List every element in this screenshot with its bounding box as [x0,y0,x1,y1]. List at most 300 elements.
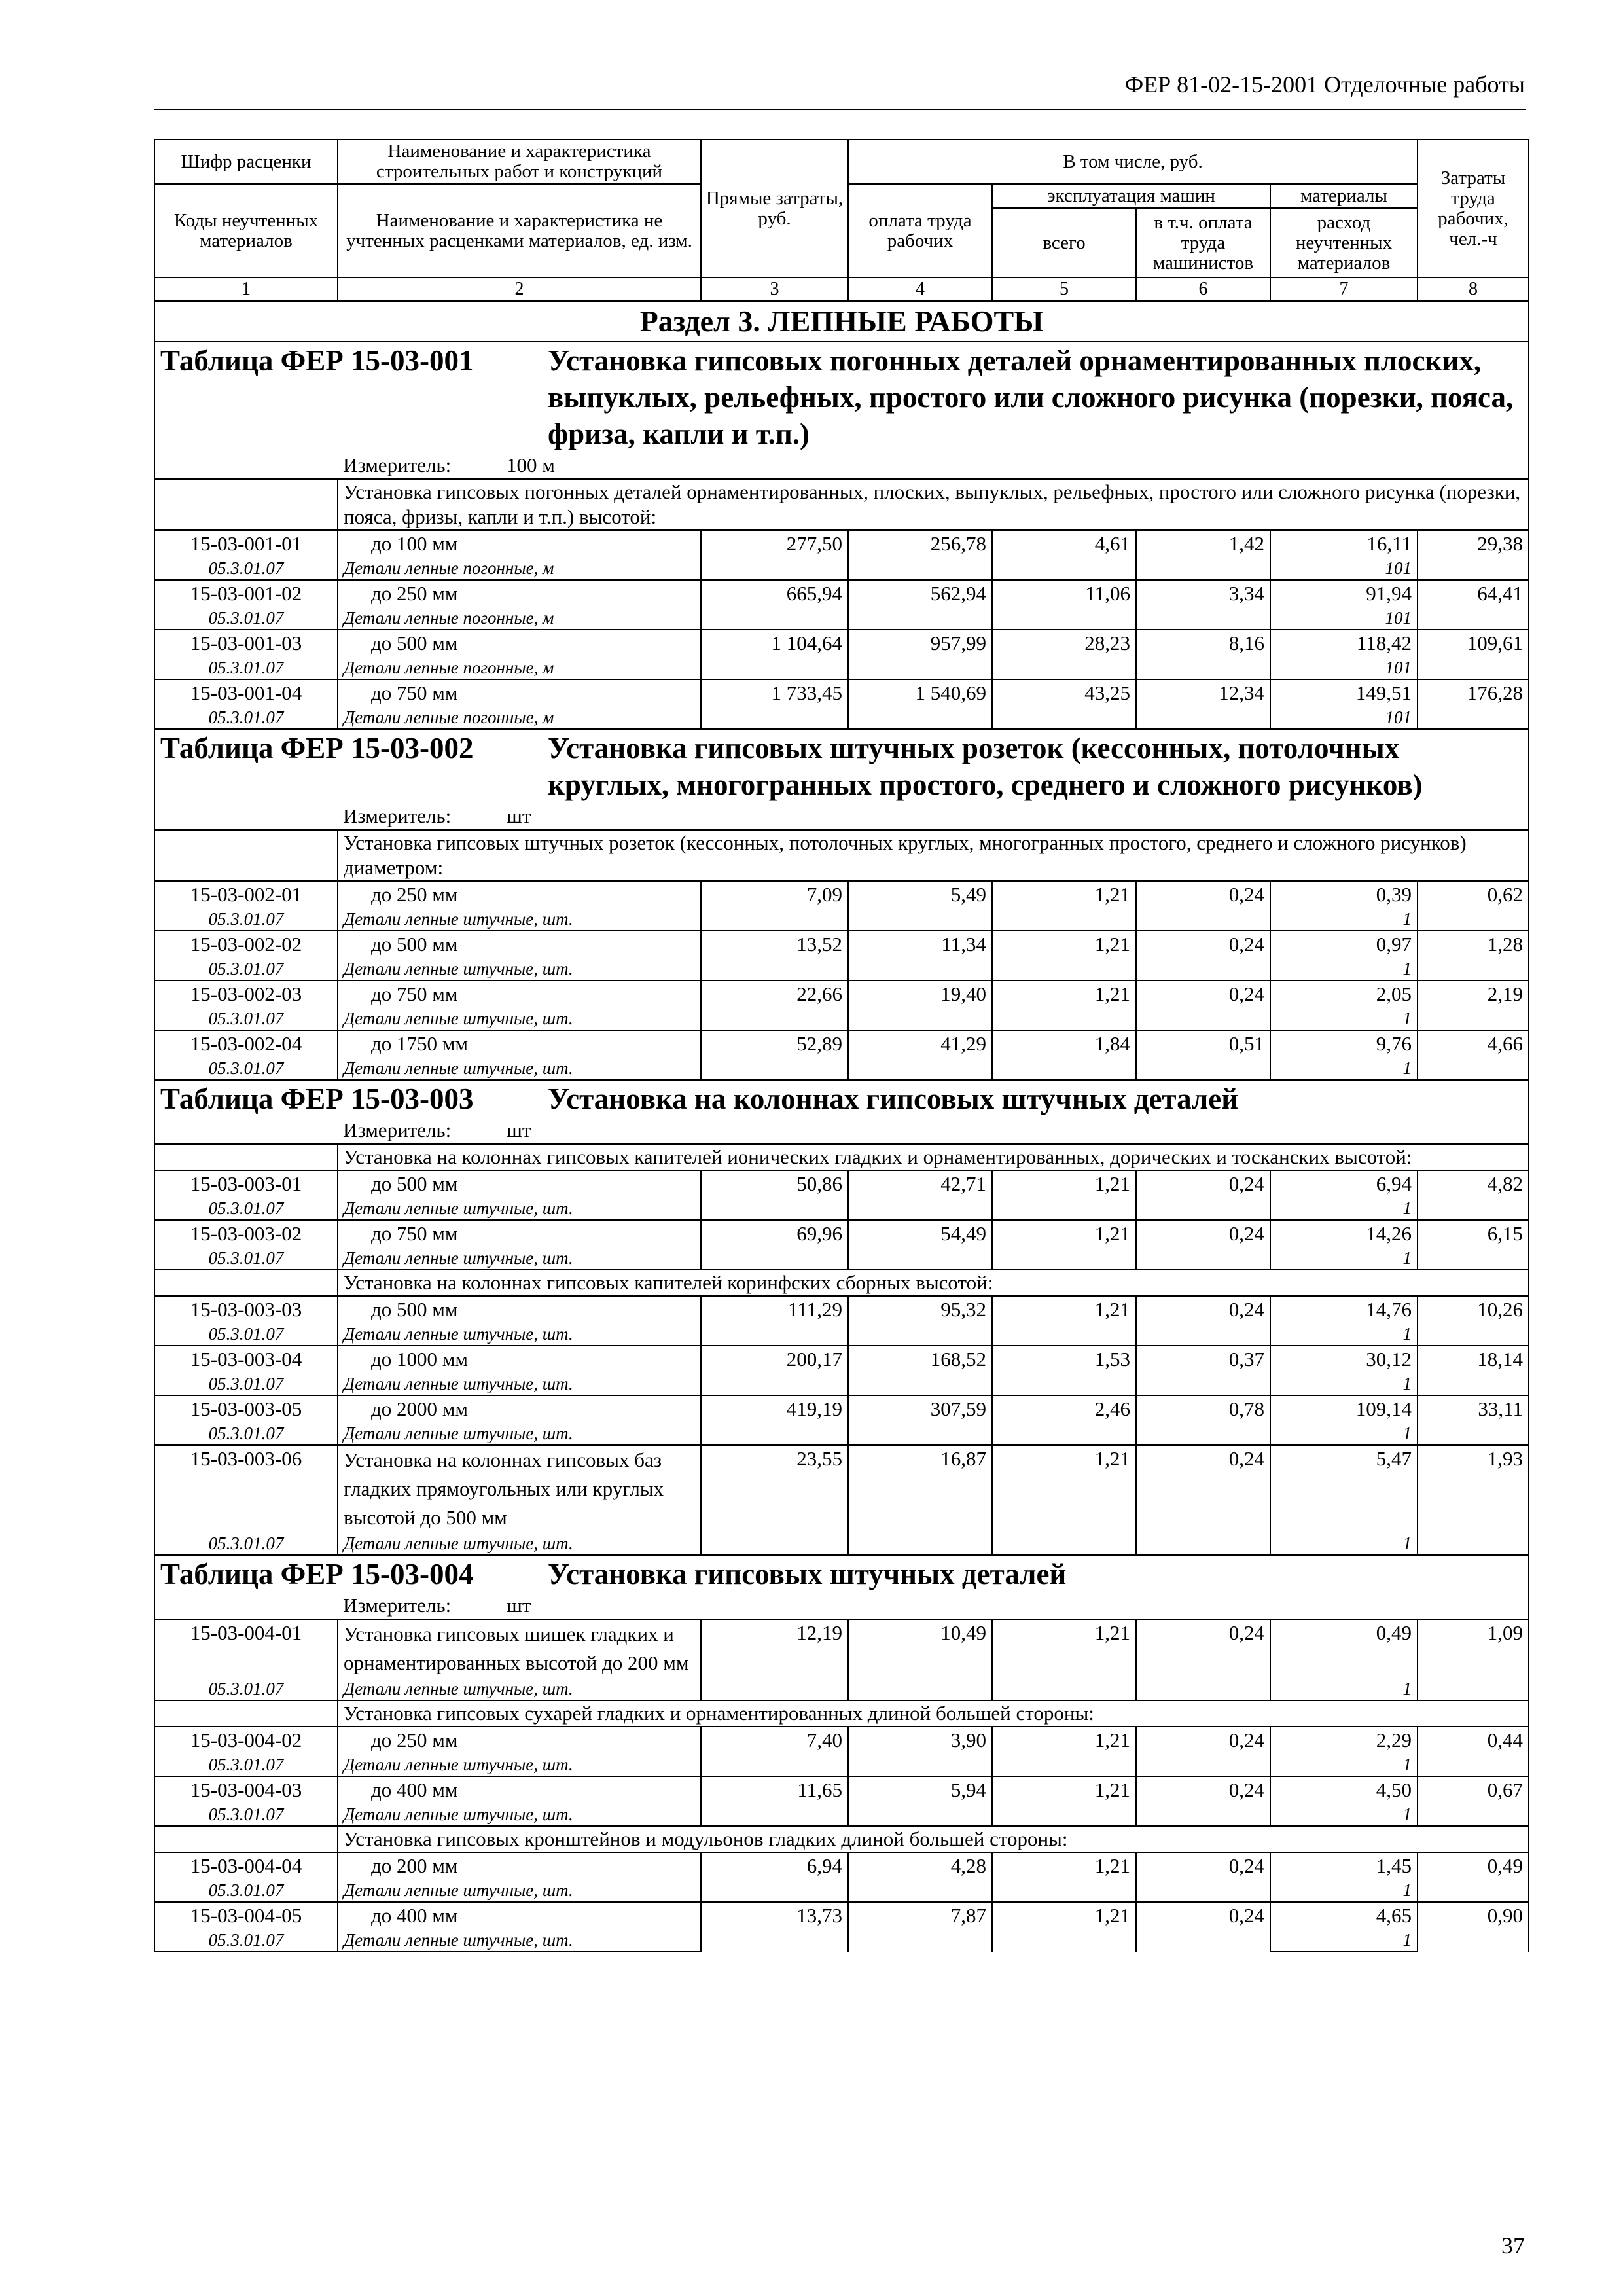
col-direct: Прямые затраты, руб. [701,139,848,278]
material-name: Детали лепные штучные, шт. [338,1323,701,1346]
rate-materials: 6,94 [1270,1170,1418,1197]
material-qty: 1 [1270,1247,1418,1270]
material-qty: 1 [1270,1057,1418,1080]
rate-wages: 562,94 [848,580,992,630]
rate-machinist: 0,24 [1136,1852,1270,1902]
column-number: 8 [1418,278,1529,301]
rate-machines: 1,53 [992,1346,1136,1395]
rate-name: до 2000 мм [338,1395,701,1422]
rate-materials: 0,49 [1270,1619,1418,1677]
rate-direct: 23,55 [701,1445,848,1555]
rate-name: до 400 мм [338,1902,701,1929]
col-labor: Затраты труда рабочих, чел.-ч [1418,139,1529,278]
rate-name: до 250 мм [338,580,701,607]
rate-code: 15-03-001-01 [154,530,338,557]
rate-code: 15-03-001-04 [154,679,338,706]
rate-code: 15-03-003-05 [154,1395,338,1422]
rate-wages: 10,49 [848,1619,992,1700]
material-qty: 1 [1270,1007,1418,1030]
rate-wages: 95,32 [848,1296,992,1346]
rate-row [154,1346,1529,1372]
material-name: Детали лепные штучные, шт. [338,1879,701,1902]
col-machines: эксплуатация машин [992,184,1270,208]
rate-name: до 500 мм [338,931,701,958]
rate-row [154,1902,1529,1929]
table-title-row [154,729,1529,803]
rate-row [154,630,1529,656]
material-qty: 1 [1270,1677,1418,1700]
material-code: 05.3.01.07 [154,1372,338,1395]
rate-name: до 100 мм [338,530,701,557]
rate-labor: 176,28 [1418,679,1529,729]
material-code: 05.3.01.07 [154,1803,338,1826]
material-name: Детали лепные штучные, шт. [338,1677,701,1700]
rate-wages: 42,71 [848,1170,992,1220]
rate-direct: 111,29 [701,1296,848,1346]
rate-machinist: 0,24 [1136,1776,1270,1826]
rate-labor: 1,93 [1418,1445,1529,1555]
document-header: ФЕР 81-02-15-2001 Отделочные работы [1124,71,1525,98]
desc-spacer [154,830,338,881]
rate-labor: 4,82 [1418,1170,1529,1220]
rate-code: 15-03-004-03 [154,1776,338,1803]
rate-machinist: 3,34 [1136,580,1270,630]
desc-spacer [154,1270,338,1296]
rate-machines: 1,21 [992,980,1136,1030]
material-qty: 101 [1270,557,1418,580]
group-description-row [154,830,1529,881]
rate-machines: 1,84 [992,1030,1136,1080]
rate-wages: 41,29 [848,1030,992,1080]
rate-labor: 33,11 [1418,1395,1529,1445]
rate-machines: 4,61 [992,530,1136,580]
material-code: 05.3.01.07 [154,1532,338,1555]
rate-machines: 1,21 [992,1619,1136,1700]
rate-labor: 10,26 [1418,1296,1529,1346]
rate-direct: 277,50 [701,530,848,580]
col-including: В том числе, руб. [848,139,1418,184]
rate-row [154,530,1529,557]
meter-cell [338,452,1529,479]
table-label-text: Таблица ФЕР 15-03-003 [160,1083,474,1115]
rate-code: 15-03-001-03 [154,630,338,656]
material-qty: 101 [1270,656,1418,679]
rate-machinist: 0,24 [1136,1445,1270,1555]
table-title-cell [154,729,1529,803]
rate-machines: 1,21 [992,1776,1136,1826]
table-title-cell [154,1080,1529,1117]
group-description: Установка на колоннах гипсовых капителей ионических гладких и орнаментированных, дорических и тосканских высотой: [338,1144,1529,1170]
rate-wages: 957,99 [848,630,992,679]
rate-labor: 64,41 [1418,580,1529,630]
desc-spacer [154,1826,338,1852]
rate-machines: 1,21 [992,1445,1136,1555]
material-code: 05.3.01.07 [154,1197,338,1220]
table-title: Установка гипсовых погонных деталей орнаментированных плоских, выпуклых, рельефных, простого или сложного рисунка (порезки, пояса, фриза, капли и т.п.) [548,344,1514,450]
meter-label: Измеритель: [343,804,452,827]
rate-direct: 665,94 [701,580,848,630]
rate-row [154,1619,1529,1677]
table-label-text: Таблица ФЕР 15-03-004 [160,1558,474,1590]
rate-labor: 2,19 [1418,980,1529,1030]
rate-wages: 3,90 [848,1727,992,1776]
meter-value: шт [507,1594,531,1617]
material-qty: 1 [1270,1197,1418,1220]
material-name: Детали лепные погонные, м [338,706,701,729]
material-qty: 101 [1270,607,1418,630]
material-qty: 1 [1270,1323,1418,1346]
rate-code: 15-03-002-03 [154,980,338,1007]
rate-direct: 419,19 [701,1395,848,1445]
rate-materials: 16,11 [1270,530,1418,557]
meter-spacer [154,452,338,479]
material-code: 05.3.01.07 [154,1929,338,1952]
rate-row [154,1395,1529,1422]
meter-row [154,803,1529,830]
rate-direct: 13,73 [701,1902,848,1952]
table-title-cell [154,1555,1529,1592]
rate-name: до 500 мм [338,630,701,656]
rate-direct: 200,17 [701,1346,848,1395]
group-description: Установка на колоннах гипсовых капителей коринфских сборных высотой: [338,1270,1529,1296]
rate-materials: 2,29 [1270,1727,1418,1753]
material-code: 05.3.01.07 [154,1323,338,1346]
rate-row [154,1170,1529,1197]
rate-labor: 0,90 [1418,1902,1529,1952]
col-wages: оплата труда рабочих [848,184,992,278]
rate-machinist: 0,24 [1136,1902,1270,1952]
rate-machinist: 0,24 [1136,980,1270,1030]
material-code: 05.3.01.07 [154,958,338,980]
column-number: 2 [338,278,701,301]
rate-row [154,580,1529,607]
material-code: 05.3.01.07 [154,1422,338,1445]
meter-value: шт [507,804,531,827]
rate-direct: 52,89 [701,1030,848,1080]
material-name: Детали лепные штучные, шт. [338,958,701,980]
meter-label: Измеритель: [343,1594,452,1617]
rate-wages: 54,49 [848,1220,992,1270]
rate-direct: 11,65 [701,1776,848,1826]
material-qty: 1 [1270,958,1418,980]
rate-row [154,679,1529,706]
col-materials: материалы [1270,184,1418,208]
material-name: Детали лепные штучные, шт. [338,1803,701,1826]
header-row-1 [154,139,1529,184]
desc-spacer [154,479,338,530]
material-name: Детали лепные погонные, м [338,656,701,679]
group-description-row [154,1270,1529,1296]
rate-direct: 13,52 [701,931,848,980]
rate-direct: 1 733,45 [701,679,848,729]
group-description-row [154,1700,1529,1727]
rate-code: 15-03-002-02 [154,931,338,958]
col-materials-sub: расход неучтенных материалов [1270,208,1418,278]
rate-wages: 307,59 [848,1395,992,1445]
rates-table [154,139,1529,1952]
material-name: Детали лепные штучные, шт. [338,1532,701,1555]
meter-value: 100 м [507,454,555,476]
rate-machines: 1,21 [992,1902,1136,1952]
col-name-bottom: Наименование и характеристика не учтенных расценками материалов, ед. изм. [338,184,701,278]
rate-code: 15-03-003-03 [154,1296,338,1323]
material-name: Детали лепные штучные, шт. [338,1929,701,1952]
rate-materials: 149,51 [1270,679,1418,706]
rate-row [154,931,1529,958]
group-description-row [154,1826,1529,1852]
col-cipher: Шифр расценки [154,139,338,184]
rate-code: 15-03-003-02 [154,1220,338,1247]
desc-spacer [154,1700,338,1727]
table-title: Установка на колоннах гипсовых штучных деталей [548,1083,1239,1115]
material-code: 05.3.01.07 [154,1879,338,1902]
meter-cell [338,1117,1529,1144]
meter-label: Измеритель: [343,454,452,476]
section-title-row [154,301,1529,342]
rate-materials: 91,94 [1270,580,1418,607]
rate-machinist: 1,42 [1136,530,1270,580]
rate-wages: 168,52 [848,1346,992,1395]
rate-materials: 9,76 [1270,1030,1418,1057]
material-code: 05.3.01.07 [154,1753,338,1776]
rate-row [154,1852,1529,1879]
group-description: Установка гипсовых штучных розеток (кессонных, потолочных круглых, многогранных простого, среднего и сложного рисунков) диаметром: [338,830,1529,881]
column-number: 5 [992,278,1136,301]
material-name: Детали лепные штучные, шт. [338,1197,701,1220]
rate-materials: 0,97 [1270,931,1418,958]
rate-machines: 11,06 [992,580,1136,630]
rate-machinist: 0,24 [1136,931,1270,980]
rate-machines: 1,21 [992,881,1136,931]
rate-wages: 1 540,69 [848,679,992,729]
column-number: 3 [701,278,848,301]
table-title-row [154,1080,1529,1117]
rate-row [154,1220,1529,1247]
rate-code: 15-03-002-04 [154,1030,338,1057]
material-code: 05.3.01.07 [154,557,338,580]
section-title: Раздел 3. ЛЕПНЫЕ РАБОТЫ [154,301,1529,342]
material-code: 05.3.01.07 [154,908,338,931]
col-codes: Коды неучтенных материалов [154,184,338,278]
rate-direct: 6,94 [701,1852,848,1902]
column-number: 1 [154,278,338,301]
material-code: 05.3.01.07 [154,1677,338,1700]
rate-labor: 4,66 [1418,1030,1529,1080]
rate-machines: 1,21 [992,1296,1136,1346]
rate-wages: 19,40 [848,980,992,1030]
rate-direct: 7,40 [701,1727,848,1776]
rate-labor: 109,61 [1418,630,1529,679]
rate-name: до 250 мм [338,881,701,908]
meter-row [154,1592,1529,1619]
rate-direct: 1 104,64 [701,630,848,679]
material-code: 05.3.01.07 [154,1007,338,1030]
rate-labor: 0,67 [1418,1776,1529,1826]
material-qty: 1 [1270,908,1418,931]
rate-name: до 1000 мм [338,1346,701,1372]
material-qty: 1 [1270,1803,1418,1826]
meter-cell [338,803,1529,830]
rate-machines: 1,21 [992,1852,1136,1902]
rate-labor: 6,15 [1418,1220,1529,1270]
column-number: 7 [1270,278,1418,301]
group-description-row [154,1144,1529,1170]
desc-spacer [154,1144,338,1170]
material-qty: 1 [1270,1879,1418,1902]
rate-wages: 16,87 [848,1445,992,1555]
rate-labor: 0,62 [1418,881,1529,931]
group-description: Установка гипсовых погонных деталей орнаментированных, плоских, выпуклых, рельефных, простого или сложного рисунка (порезки, пояса, фризы, капли и т.п.) высотой: [338,479,1529,530]
material-name: Детали лепные штучные, шт. [338,1007,701,1030]
rate-code: 15-03-003-06 [154,1445,338,1532]
rate-materials: 118,42 [1270,630,1418,656]
rate-wages: 4,28 [848,1852,992,1902]
material-qty: 1 [1270,1372,1418,1395]
rate-code: 15-03-004-02 [154,1727,338,1753]
rate-direct: 22,66 [701,980,848,1030]
rate-code: 15-03-002-01 [154,881,338,908]
rate-machines: 1,21 [992,931,1136,980]
material-code: 05.3.01.07 [154,656,338,679]
rate-name: Установка на колоннах гипсовых баз гладких прямоугольных или круглых высотой до 500 мм [338,1445,701,1532]
rate-machinist: 0,24 [1136,1727,1270,1776]
rate-name: до 1750 мм [338,1030,701,1057]
meter-value: шт [507,1119,531,1141]
rate-labor: 1,09 [1418,1619,1529,1700]
rate-materials: 4,50 [1270,1776,1418,1803]
rate-code: 15-03-004-05 [154,1902,338,1929]
table-label-text: Таблица ФЕР 15-03-001 [160,344,474,377]
page-number: 37 [1501,2233,1525,2259]
col-machinist-wages: в т.ч. оплата труда машинистов [1136,208,1270,278]
col-machines-total: всего [992,208,1136,278]
rate-direct: 69,96 [701,1220,848,1270]
rate-machinist: 8,16 [1136,630,1270,679]
group-description-row [154,479,1529,530]
material-qty: 101 [1270,706,1418,729]
table-title-row [154,1555,1529,1592]
rate-name: до 200 мм [338,1852,701,1879]
rate-wages: 5,94 [848,1776,992,1826]
rate-machinist: 0,51 [1136,1030,1270,1080]
rate-wages: 256,78 [848,530,992,580]
meter-spacer [154,1117,338,1144]
rate-materials: 109,14 [1270,1395,1418,1422]
rate-machinist: 0,37 [1136,1346,1270,1395]
rate-name: до 400 мм [338,1776,701,1803]
rate-labor: 0,49 [1418,1852,1529,1902]
material-name: Детали лепные погонные, м [338,557,701,580]
material-name: Детали лепные штучные, шт. [338,1372,701,1395]
material-code: 05.3.01.07 [154,607,338,630]
material-name: Детали лепные штучные, шт. [338,1247,701,1270]
rate-machines: 1,21 [992,1727,1136,1776]
table-title: Установка гипсовых штучных деталей [548,1558,1067,1590]
rate-materials: 2,05 [1270,980,1418,1007]
group-description: Установка гипсовых сухарей гладких и орнаментированных длиной большей стороны: [338,1700,1529,1727]
material-qty: 1 [1270,1532,1418,1555]
rate-code: 15-03-003-04 [154,1346,338,1372]
rate-row [154,980,1529,1007]
rate-labor: 29,38 [1418,530,1529,580]
rate-machinist: 0,24 [1136,1296,1270,1346]
rate-direct: 12,19 [701,1619,848,1700]
rate-code: 15-03-004-01 [154,1619,338,1677]
material-name: Детали лепные погонные, м [338,607,701,630]
table-title-cell [154,342,1529,452]
rate-machines: 43,25 [992,679,1136,729]
rate-row [154,881,1529,908]
material-code: 05.3.01.07 [154,1247,338,1270]
table-title: Установка гипсовых штучных розеток (кессонных, потолочных круглых, многогранных простого, среднего и сложного рисунков) [548,732,1423,801]
rate-machinist: 0,24 [1136,881,1270,931]
header-rule [154,109,1526,110]
material-qty: 1 [1270,1422,1418,1445]
rate-wages: 5,49 [848,881,992,931]
rate-row [154,1296,1529,1323]
meter-spacer [154,803,338,830]
rate-machinist: 0,78 [1136,1395,1270,1445]
rate-name: до 750 мм [338,1220,701,1247]
rate-materials: 14,76 [1270,1296,1418,1323]
rate-direct: 50,86 [701,1170,848,1220]
rate-code: 15-03-001-02 [154,580,338,607]
rate-labor: 18,14 [1418,1346,1529,1395]
rate-name: Установка гипсовых шишек гладких и орнаментированных высотой до 200 мм [338,1619,701,1677]
rate-labor: 1,28 [1418,931,1529,980]
meter-cell [338,1592,1529,1619]
rate-labor: 0,44 [1418,1727,1529,1776]
material-code: 05.3.01.07 [154,1057,338,1080]
meter-row [154,452,1529,479]
rate-wages: 7,87 [848,1902,992,1952]
rate-wages: 11,34 [848,931,992,980]
material-code: 05.3.01.07 [154,706,338,729]
rate-code: 15-03-004-04 [154,1852,338,1879]
rate-machines: 1,21 [992,1220,1136,1270]
rate-name: до 500 мм [338,1170,701,1197]
material-qty: 1 [1270,1929,1418,1952]
group-description: Установка гипсовых кронштейнов и модульонов гладких длиной большей стороны: [338,1826,1529,1852]
material-name: Детали лепные штучные, шт. [338,1753,701,1776]
rate-materials: 1,45 [1270,1852,1418,1879]
table-label-text: Таблица ФЕР 15-03-002 [160,732,474,764]
rate-machinist: 0,24 [1136,1170,1270,1220]
table-title-row [154,342,1529,452]
rate-name: до 500 мм [338,1296,701,1323]
column-number: 4 [848,278,992,301]
rate-row [154,1445,1529,1532]
rate-materials: 14,26 [1270,1220,1418,1247]
rate-machinist: 12,34 [1136,679,1270,729]
material-qty: 1 [1270,1753,1418,1776]
rate-materials: 30,12 [1270,1346,1418,1372]
rate-row [154,1727,1529,1753]
rate-code: 15-03-003-01 [154,1170,338,1197]
column-number: 6 [1136,278,1270,301]
rate-machinist: 0,24 [1136,1220,1270,1270]
material-name: Детали лепные штучные, шт. [338,1422,701,1445]
col-name-top: Наименование и характеристика строительных работ и конструкций [338,139,701,184]
meter-label: Измеритель: [343,1119,452,1141]
rate-row [154,1030,1529,1057]
column-numbers-row [154,278,1529,301]
rate-name: до 750 мм [338,980,701,1007]
meter-spacer [154,1592,338,1619]
rate-name: до 250 мм [338,1727,701,1753]
rate-machinist: 0,24 [1136,1619,1270,1700]
rate-name: до 750 мм [338,679,701,706]
